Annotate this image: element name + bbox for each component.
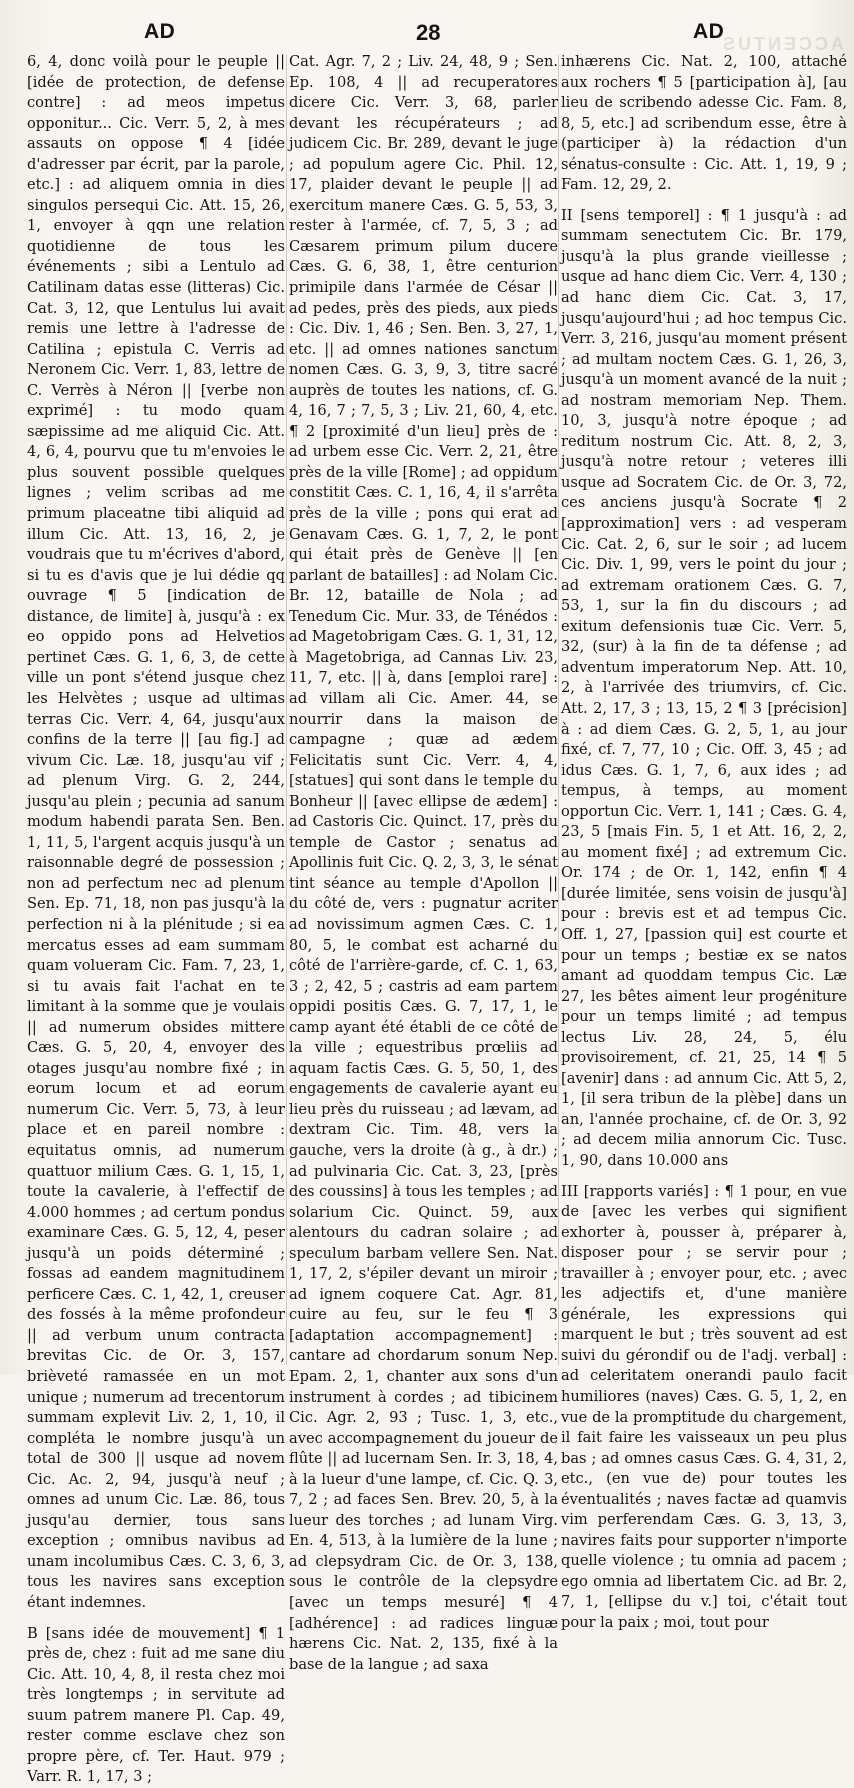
- paragraph: II [sens temporel] : ¶ 1 jusqu'à : ad summam senectutem Cic. Br. 179, jusqu'à la plus grande vieillesse ; usque ad hanc diem Cic. Verr. 4, 130 ; ad hanc diem Cic. Cat. 3, 17, jusqu'aujourd'hui ; ad hoc tempus Cic. Verr. 3, 216, jusqu'au moment présent ; ad multam noctem Cæs. G. 1, 26, 3, jusqu'à un moment avancé de la nuit ; ad nostram memoriam Nep. Them. 10, 3, jusqu'à notre époque ; ad reditum nostrum Cic. Att. 8, 2, 3, jusqu'à notre retour ; veteres illi usque ad Socratem Cic. de Or. 3, 72, ces anciens jusqu'à Socrate ¶ 2 [approximation] vers : ad vesperam Cic. Cat. 2, 6, sur le soir ; ad lucem Cic. Div. 1, 99, vers le point du jour ; ad extremam orationem Cæs. G. 7, 53, 1, sur la fin du discours ; ad exitum defensionis tuæ Cic. Verr. 5, 32, (sur) à la fin de ta défense ; ad adventum imperatorum Nep. Att. 10, 2, à l'arrivée des triumvirs, cf. Cic. Att. 2, 17, 3 ; 13, 15, 2 ¶ 3 [précision] à : ad diem Cæs. G. 2, 5, 1, au jour fixé, cf. 7, 77, 10 ; Cic. Off. 3, 45 ; ad idus Cæs. G. 1, 7, 6, aux ides ; ad tempus, à temps, au moment opportun Cic. Verr. 1, 141 ; Cæs. G. 4, 23, 5 [mais Fin. 5, 1 et Att. 16, 2, 2, au moment fixé] ; ad extremum Cic. Or. 174 ; de Or. 1, 142, enfin ¶ 4 [durée limitée, sens voisin de jusqu'à] pour : brevis est et ad tempus Cic. Off. 1, 27, [passion qui] est courte et pour un temps ; bestiæ ex se natos amant ad quoddam tempus Cic. Læ 27, les bêtes aiment leur progéniture pour un temps limité ; ad tempus lectus Liv. 28, 24, 5, élu provisoirement, cf. 21, 25, 14 ¶ 5 [avenir] dans : ad annum Cic. Att 5, 2, 1, [il sera tribun de la plèbe] dans un an, l'année prochaine, cf. de Or. 3, 92 ; ad decem milia annorum Cic. Tusc. 1, 90, dans 10.000 ans: [561, 206, 847, 1169]
- paragraph: 6, 4, donc voilà pour le peuple || [idée de protection, de defense contre] : ad meos impetus opponitur... Cic. Verr. 5, 2, à mes assauts on oppose ¶ 4 [idée d'adresser par écrit, par la parole, etc.] : ad aliquem omnia in dies singulos persequi Cic. Att. 15, 26, 1, envoyer à qqn une relation quotidienne de tous les événements ; sibi a Lentulo ad Catilinam datas esse (litteras) Cic. Cat. 3, 12, que Lentulus lui avait remis une lettre à l'adresse de Catilina ; epistula C. Verris ad Neronem Cic. Verr. 1, 83, lettre de C. Verrès à Néron || [verbe non exprimé] : tu modo quam sæpissime ad me aliquid Cic. Att. 4, 6, 4, pourvu que tu m'envoies le plus souvent possible quelques lignes ; velim scribas ad me primum placeatne tibi aliquid ad illum Cic. Att. 13, 16, 2, je voudrais que tu m'écrives d'abord, si tu es d'avis que je lui dédie qq ouvrage ¶ 5 [indication de distance, de limite] à, jusqu'à : ex eo oppido pons ad Helvetios pertinet Cæs. G. 1, 6, 3, de cette ville un pont s'étend jusque chez les Helvètes ; usque ad ultimas terras Cic. Verr. 4, 64, jusqu'aux confins de la terre || [au fig.] ad vivum Cic. Læ. 18, jusqu'au vif ; ad plenum Virg. G. 2, 244, jusqu'au plein ; pecunia ad sanum modum habendi parata Sen. Ben. 1, 11, 5, l'argent acquis jusqu'à un raisonnable degré de possession ; non ad perfectum nec ad plenum Sen. Ep. 71, 18, non pas jusqu'à la perfection ni à la plénitude ; si ea mercatus esses ad eam summam quam volueram Cic. Fam. 7, 23, 1, si tu avais fait l'achat en te limitant à la somme que je voulais || ad numerum obsides mittere Cæs. G. 5, 20, 4, envoyer des otages jusqu'au nombre fixé ; in eorum locum et ad eorum numerum Cic. Verr. 5, 73, à leur place et en pareil nombre : equitatus omnis, ad numerum quattuor milium Cæs. G. 1, 15, 1, toute la cavalerie, à l'effectif de 4.000 hommes ; ad certum pondus examinare Cæs. G. 5, 12, 4, peser jusqu'à un poids déterminé ; fossas ad eandem magnitudinem perficere Cæs. C. 1, 42, 1, creuser des fossés à la même profondeur || ad verbum unum contracta brevitas Cic. de Or. 3, 157, brièveté ramassée en un mot unique ; numerum ad trecentorum summam explevit Liv. 2, 1, 10, il compléta le nombre jusqu'à un total de 300 || usque ad novem Cic. Ac. 2, 94, jusqu'à neuf ; omnes ad unum Cic. Læ. 86, tous jusqu'au dernier, tous sans exception ; omnibus navibus ad unam incolumibus Cæs. C. 3, 6, 3, tous les navires sans exception étant indemnes.: [27, 53, 285, 1612]
- running-header: [0, 14, 854, 54]
- paragraph: inhærens Cic. Nat. 2, 100, attaché aux rochers ¶ 5 [participation à], [au lieu de scribendo adesse Cic. Fam. 8, 8, 5, etc.] ad scribendum esse, être à (participer à) la rédaction d'un sénatus-consulte : Cic. Att. 1, 19, 9 ; Fam. 12, 29, 2.: [561, 53, 847, 194]
- bleed-through-text: ACCENTUS: [720, 34, 845, 54]
- column-1: [27, 52, 285, 1786]
- column-divider: [286, 55, 287, 1365]
- left-guide-word: AD: [144, 20, 176, 43]
- page-number: 28: [416, 20, 441, 45]
- paragraph: III [rapports variés] : ¶ 1 pour, en vue de [avec les verbes qui signifient exhorter à, pousser à, préparer à, disposer pour ; se servir pour ; travailler à ; envoyer pour, etc. ; avec les adjectifs et, d'une manière générale, les expressions qui marquent le but ; très souvent ad est suivi du gérondif ou de l'adj. verbal] : ad celeritatem onerandi paulo facit humiliores (naves) Cæs. G. 5, 1, 2, en vue de la promptitude du chargement, il fait faire les vaisseaux un peu plus bas ; ad omnes casus Cæs. G. 4, 31, 2, etc., (en vue de) pour toutes les éventualités ; naves factæ ad quamvis vim perferendam Cæs. G. 3, 13, 3, navires faits pour supporter n'importe quelle violence ; tu omnia ad pacem ; ego omnia ad libertatem Cic. ad Br. 2, 7, 1, [ellipse du v.] toi, c'était tout pour la paix ; moi, tout pour: [561, 1182, 847, 1632]
- column-3: [561, 52, 847, 1632]
- column-divider: [558, 55, 559, 1365]
- paragraph: B [sans idée de mouvement] ¶ 1 près de, chez : fuit ad me sane diu Cic. Att. 10, 4, 8, il resta chez moi très longtemps ; in servitute ad suum patrem manere Pl. Cap. 49, rester comme esclave chez son propre père, cf. Ter. Haut. 979 ; Varr. R. 1, 17, 3 ;: [27, 1624, 285, 1786]
- column-2: [289, 52, 558, 1673]
- paragraph: Cat. Agr. 7, 2 ; Liv. 24, 48, 9 ; Sen. Ep. 108, 4 || ad recuperatores dicere Cic. Verr. 3, 68, parler devant les récupérateurs ; ad judicem Cic. Br. 289, devant le juge ; ad populum agere Cic. Phil. 12, 17, plaider devant le peuple || ad exercitum manere Cæs. G. 5, 53, 3, rester à l'armée, cf. 7, 5, 3 ; ad Cæsarem primum pilum ducere Cæs. G. 6, 38, 1, être centurion primipile dans l'armée de César || ad pedes, près des pieds, aux pieds : Cic. Div. 1, 46 ; Sen. Ben. 3, 27, 1, etc. || ad omnes nationes sanctum nomen Cæs. G. 3, 9, 3, titre sacré auprès de toutes les nations, cf. G. 4, 16, 7 ; 7, 5, 3 ; Liv. 21, 60, 4, etc. ¶ 2 [proximité d'un lieu] près de : ad urbem esse Cic. Verr. 2, 21, être près de la ville [Rome] ; ad oppidum constitit Cæs. C. 1, 16, 4, il s'arrêta près de la ville ; pons qui erat ad Genavam Cæs. G. 1, 7, 2, le pont qui était près de Genève || [en parlant de batailles] : ad Nolam Cic. Br. 12, bataille de Nola ; ad Tenedum Cic. Mur. 33, de Ténédos : ad Magetobrigam Cæs. G. 1, 31, 12, à Magetobriga, ad Cannas Liv. 23, 11, 7, etc. || à, dans [emploi rare] : ad villam ali Cic. Amer. 44, se nourrir dans la maison de campagne ; quæ ad ædem Felicitatis sunt Cic. Verr. 4, 4, [statues] qui sont dans le temple du Bonheur || [avec ellipse de ædem] : ad Castoris Cic. Quinct. 17, près du temple de Castor ; senatus ad Apollinis fuit Cic. Q. 2, 3, 3, le sénat tint séance au temple d'Apollon || du côté de, vers : pugnatur acriter ad novissimum agmen Cæs. C. 1, 80, 5, le combat est acharné du côté de l'arrière-garde, cf. C. 1, 63, 3 ; 2, 42, 5 ; castris ad eam partem oppidi positis Cæs. G. 7, 17, 1, le camp ayant été établi de ce côté de la ville ; equestribus prœliis ad aquam factis Cæs. G. 5, 50, 1, des engagements de cavalerie ayant eu lieu près du ruisseau ; ad lævam, ad dextram Cic. Tim. 48, vers la gauche, vers la droite (à g., à dr.) ; ad pulvinaria Cic. Cat. 3, 23, [près des coussins] à tous les temples ; ad solarium Cic. Quinct. 59, aux alentours du cadran solaire ; ad speculum barbam vellere Sen. Nat. 1, 17, 2, s'épiler devant un miroir ; ad ignem coquere Cat. Agr. 81, cuire au feu, sur le feu ¶ 3 [adaptation accompagnement] : cantare ad chordarum sonum Nep. Epam. 2, 1, chanter aux sons d'un instrument à cordes ; ad tibicinem Cic. Agr. 2, 93 ; Tusc. 1, 3, etc., avec accompagnement du joueur de flûte || ad lucernam Sen. Ir. 3, 18, 4, à la lueur d'une lampe, cf. Cic. Q. 3, 7, 2 ; ad faces Sen. Brev. 20, 5, à la lueur des torches ; ad lunam Virg. En. 4, 513, à la lumière de la lune ; ad clepsydram Cic. de Or. 3, 138, sous le contrôle de la clepsydre [avec un temps mesuré] ¶ 4 [adhérence] : ad radices linguæ hærens Cic. Nat. 2, 135, fixé à la base de la langue ; ad saxa: [289, 53, 558, 1673]
- right-guide-word: AD: [693, 20, 725, 43]
